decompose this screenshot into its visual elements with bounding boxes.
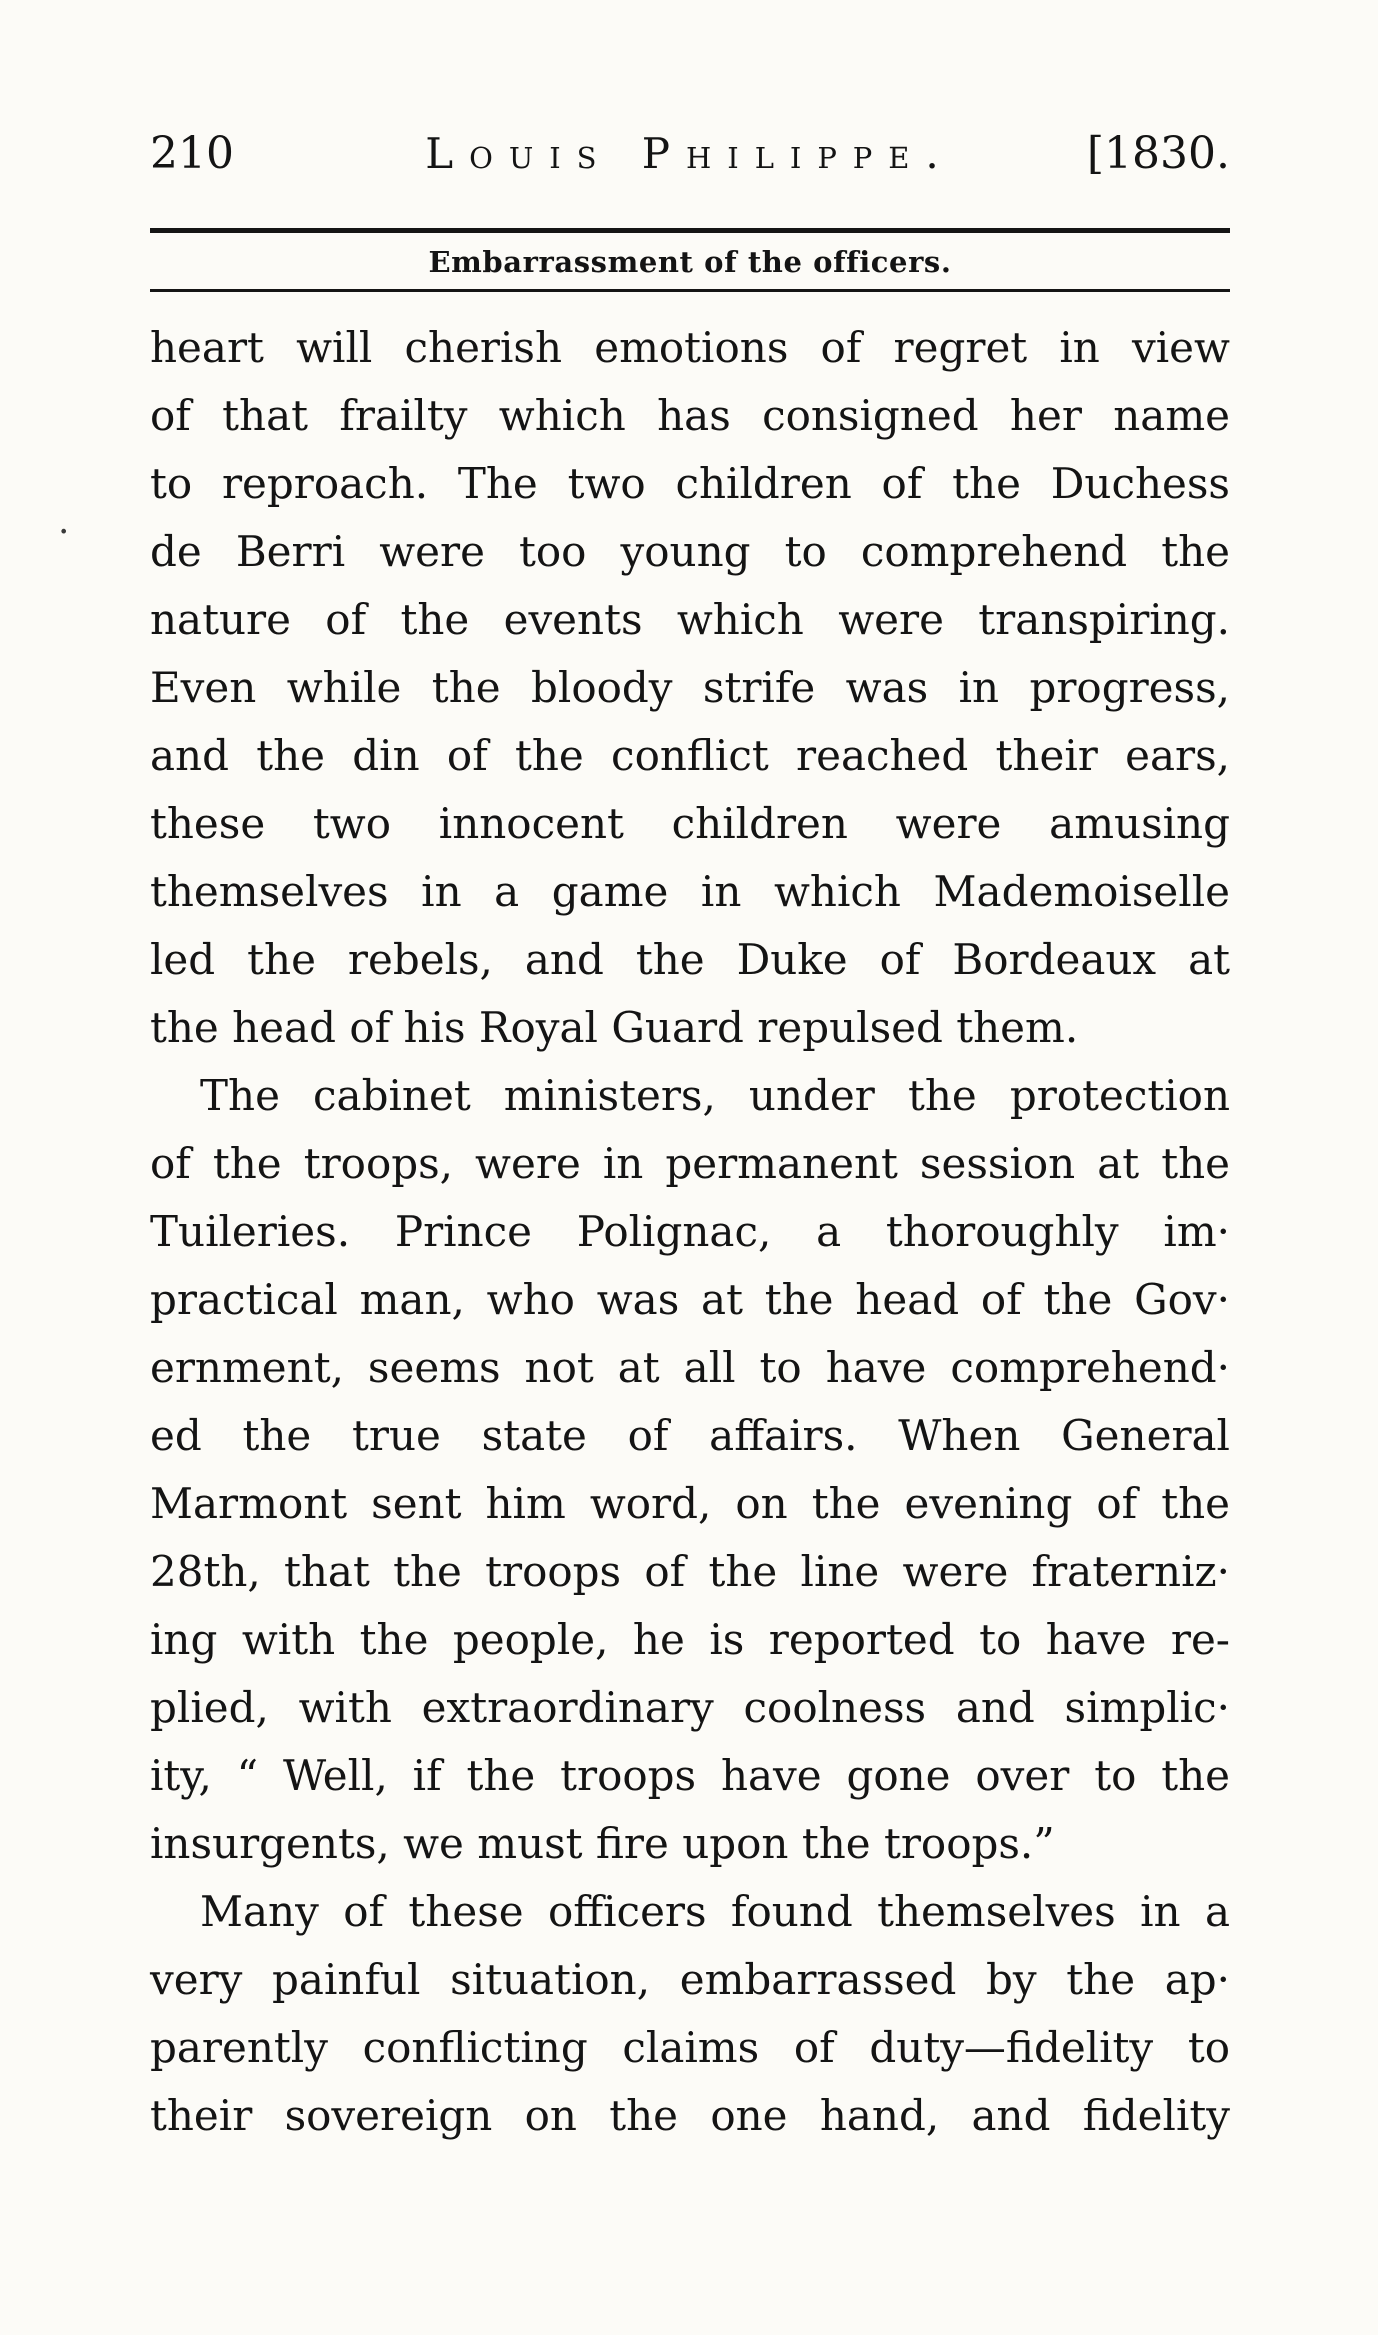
text-line: to reproach. The two children of the Duchess [150, 459, 1230, 508]
text-line: insurgents, we must fire upon the troops.” [150, 1819, 1055, 1868]
text-line: of that frailty which has consigned her name [150, 391, 1230, 440]
text-line: their sovereign on the one hand, and fidelity [150, 2091, 1230, 2140]
running-title: Louis Philippe. [425, 129, 955, 178]
paragraph [150, 314, 1230, 1062]
text-line: ed the true state of affairs. When General [150, 1411, 1230, 1460]
print-artifact: · [58, 512, 70, 553]
paragraph [150, 1878, 1230, 2150]
text-line: led the rebels, and the Duke of Bordeaux at [150, 935, 1230, 984]
text-line: de Berri were too young to comprehend the [150, 527, 1230, 576]
text-line: Marmont sent him word, on the evening of the [150, 1479, 1230, 1528]
text-line: and the din of the conflict reached their ears, [150, 731, 1230, 780]
running-header [150, 128, 1230, 182]
header-rule-top [150, 228, 1230, 233]
section-caption: Embarrassment of the officers. [428, 245, 952, 279]
paragraph [150, 1062, 1230, 1878]
page-number: 210 [150, 128, 234, 179]
text-line: of the troops, were in permanent session at the [150, 1139, 1230, 1188]
text-line: plied, with extraordinary coolness and simplic· [150, 1683, 1230, 1732]
text-line: Even while the bloody strife was in progress, [150, 663, 1230, 712]
text-line: ernment, seems not at all to have comprehend· [150, 1343, 1230, 1392]
text-line: ing with the people, he is reported to have re- [150, 1615, 1230, 1664]
text-line: ity, “ Well, if the troops have gone over to the [150, 1751, 1230, 1800]
text-line: 28th, that the troops of the line were fraterniz· [150, 1547, 1230, 1596]
header-rule-bottom [150, 289, 1230, 292]
text-line: these two innocent children were amusing [150, 799, 1230, 848]
text-line: parently conflicting claims of duty—fidelity to [150, 2023, 1230, 2072]
text-line: the head of his Royal Guard repulsed them. [150, 1003, 1079, 1052]
text-line: nature of the events which were transpiring. [150, 595, 1230, 644]
text-line: The cabinet ministers, under the protection [200, 1071, 1230, 1120]
text-line: very painful situation, embarrassed by the ap· [150, 1955, 1230, 2004]
text-line: Tuileries. Prince Polignac, a thoroughly im· [150, 1207, 1230, 1256]
year-marker: [1830. [1086, 128, 1230, 179]
text-line: heart will cherish emotions of regret in view [150, 323, 1230, 372]
text-line: Many of these officers found themselves in a [200, 1887, 1230, 1936]
text-line: themselves in a game in which Mademoiselle [150, 867, 1230, 916]
page-body [150, 314, 1230, 2150]
text-line: practical man, who was at the head of the Gov· [150, 1275, 1230, 1324]
